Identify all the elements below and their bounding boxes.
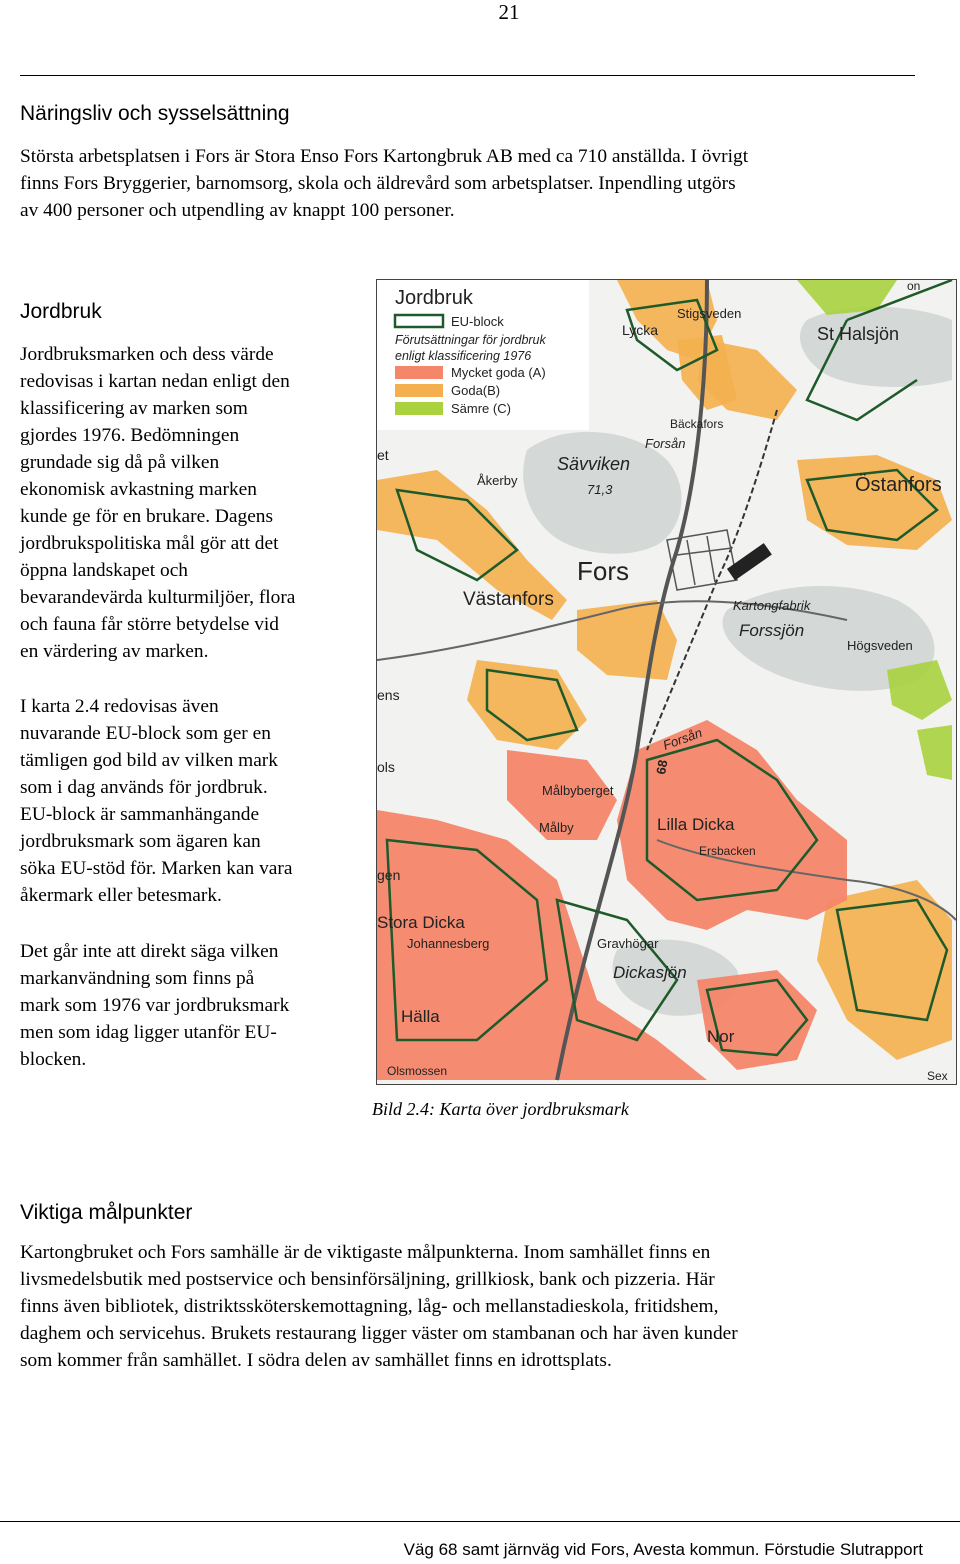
header-rule (20, 75, 915, 76)
place-name: Lilla Dicka (657, 815, 735, 834)
place-name: et (377, 447, 389, 463)
place-name: Målbyberget (542, 783, 614, 798)
road-number: 68 (653, 758, 671, 776)
legend-label-a: Mycket goda (A) (451, 365, 546, 380)
section-heading-naringsliv: Näringsliv och sysselsättning (20, 102, 290, 125)
text-line: blocken. (20, 1049, 87, 1070)
text-line: finns även bibliotek, distriktssköterskemottagning, låg- och mellanstadieskola, fritidshem, (20, 1296, 719, 1317)
legend-label-c: Sämre (C) (451, 401, 511, 416)
text-line: redovisas i kartan nedan enligt den (20, 371, 290, 392)
text-line: Det går inte att direkt säga vilken (20, 941, 279, 962)
text-line: finns Fors Bryggerier, barnomsorg, skola och äldrevård som arbetsplatser. Inpendling utgörs (20, 173, 736, 194)
legend-swatch-c (395, 402, 443, 415)
text-line: Största arbetsplatsen i Fors är Stora Enso Fors Kartongbruk AB med ca 710 anställda. I övrigt (20, 146, 749, 167)
place-name: Sävviken (557, 454, 631, 474)
page-number: 21 (498, 0, 520, 24)
area-class-c (887, 660, 952, 720)
place-name: Stora Dicka (377, 913, 465, 932)
lake-st-halsjon (800, 307, 952, 387)
legend-eu-label: EU-block (451, 314, 504, 329)
text-line: åkermark eller betesmark. (20, 885, 222, 906)
paragraph-naringsliv (20, 143, 940, 224)
place-name: Forsån (645, 436, 686, 451)
place-name: Bäckafors (670, 417, 724, 431)
place-name: ens (377, 687, 400, 703)
place-name: gen (377, 867, 401, 883)
place-name: Östanfors (855, 474, 942, 496)
place-name: Ersbacken (699, 844, 756, 858)
footer-text: Väg 68 samt järnväg vid Fors, Avesta kommun. Förstudie Slutrapport (403, 1540, 923, 1559)
text-line: bevarandevärda kulturmiljöer, flora (20, 587, 296, 608)
legend-swatch-b (395, 384, 443, 397)
text-line: EU-block är sammanhängande (20, 804, 260, 825)
text-line: öppna landskapet och (20, 560, 189, 581)
place-name: Dickasjön (613, 963, 687, 982)
place-name: Målby (539, 820, 574, 835)
text-line: daghem och servicehus. Brukets restaurang ligger väster om stambanan och har även kunder (20, 1323, 738, 1344)
paragraph-jordbruk-3 (20, 938, 370, 1073)
text-line: Jordbruksmarken och dess värde (20, 344, 274, 365)
text-line: I karta 2.4 redovisas även (20, 696, 219, 717)
map-graphic (377, 280, 956, 1084)
place-name: 71,3 (587, 482, 613, 497)
place-name: Olsmossen (387, 1064, 448, 1078)
text-line: markanvändning som finns på (20, 968, 255, 989)
text-line: jordbrukspolitiska mål gör att det (20, 533, 279, 554)
place-name: Forsån (660, 724, 705, 753)
place-name: St Halsjön (817, 324, 900, 344)
text-line: nuvarande EU-block som ger en (20, 723, 271, 744)
text-line: men som idag ligger utanför EU- (20, 1022, 277, 1043)
text-line: söka EU-stöd för. Marken kan vara (20, 858, 293, 879)
place-name: Stigsveden (677, 306, 742, 321)
text-line: ekonomisk avkastning marken (20, 479, 257, 500)
text-line: som kommer från samhället. I södra delen av samhället finns en idrottsplats. (20, 1350, 612, 1371)
agricultural-land-map (376, 279, 957, 1085)
paragraph-jordbruk-2 (20, 693, 370, 909)
text-line: kunde ge för en brukare. Dagens (20, 506, 274, 527)
text-line: en värdering av marken. (20, 641, 209, 662)
legend-label-b: Goda(B) (451, 383, 501, 398)
text-line: och fauna får större betydelse vid (20, 614, 279, 635)
text-line: mark som 1976 var jordbruksmark (20, 995, 290, 1016)
place-name: Hälla (401, 1007, 440, 1026)
legend-subtitle: Förutsättningar för jordbruk (395, 333, 546, 347)
text-line: som i dag används för jordbruk. (20, 777, 268, 798)
area-class-c (917, 725, 952, 780)
text-line: grundade sig då på vilken (20, 452, 220, 473)
area-class-b (467, 660, 587, 750)
footer-rule (0, 1521, 960, 1522)
place-name: ols (377, 759, 395, 775)
place-name: Kartongfabrik (733, 598, 811, 613)
text-line: livsmedelsbutik med postservice och bensinförsäljning, grillkiosk, bank och pizzeria. Här (20, 1269, 715, 1290)
place-name: Forssjön (739, 621, 805, 640)
place-name: Nor (707, 1027, 735, 1046)
legend-swatch-a (395, 366, 443, 379)
legend-subtitle: enligt klassificering 1976 (395, 349, 532, 363)
place-name: Högsveden (847, 638, 913, 653)
paragraph-malpunkter (20, 1239, 940, 1374)
place-name: on (907, 280, 921, 293)
area-class-b (817, 880, 952, 1060)
text-line: gjordes 1976. Bedömningen (20, 425, 240, 446)
place-name: Fors (577, 556, 629, 586)
place-name: Gravhögar (597, 936, 659, 951)
text-line: av 400 personer och utpendling av knappt 100 personer. (20, 200, 455, 221)
map-caption: Bild 2.4: Karta över jordbruksmark (372, 1099, 629, 1119)
section-heading-jordbruk: Jordbruk (20, 300, 102, 323)
text-line: Kartongbruket och Fors samhälle är de viktigaste målpunkterna. Inom samhället finns en (20, 1242, 711, 1263)
text-line: klassificering av marken som (20, 398, 248, 419)
legend-title: Jordbruk (395, 287, 473, 309)
place-name: Lycka (622, 322, 659, 338)
place-name: Västanfors (463, 589, 554, 610)
section-heading-malpunkter: Viktiga målpunkter (20, 1201, 193, 1224)
text-line: tämligen god bild av vilken mark (20, 750, 278, 771)
place-name: Sex (927, 1069, 948, 1083)
paragraph-jordbruk-1 (20, 341, 370, 665)
place-name: Åkerby (477, 473, 518, 488)
text-line: jordbruksmark som ägaren kan (20, 831, 261, 852)
place-name: Johannesberg (407, 936, 490, 951)
